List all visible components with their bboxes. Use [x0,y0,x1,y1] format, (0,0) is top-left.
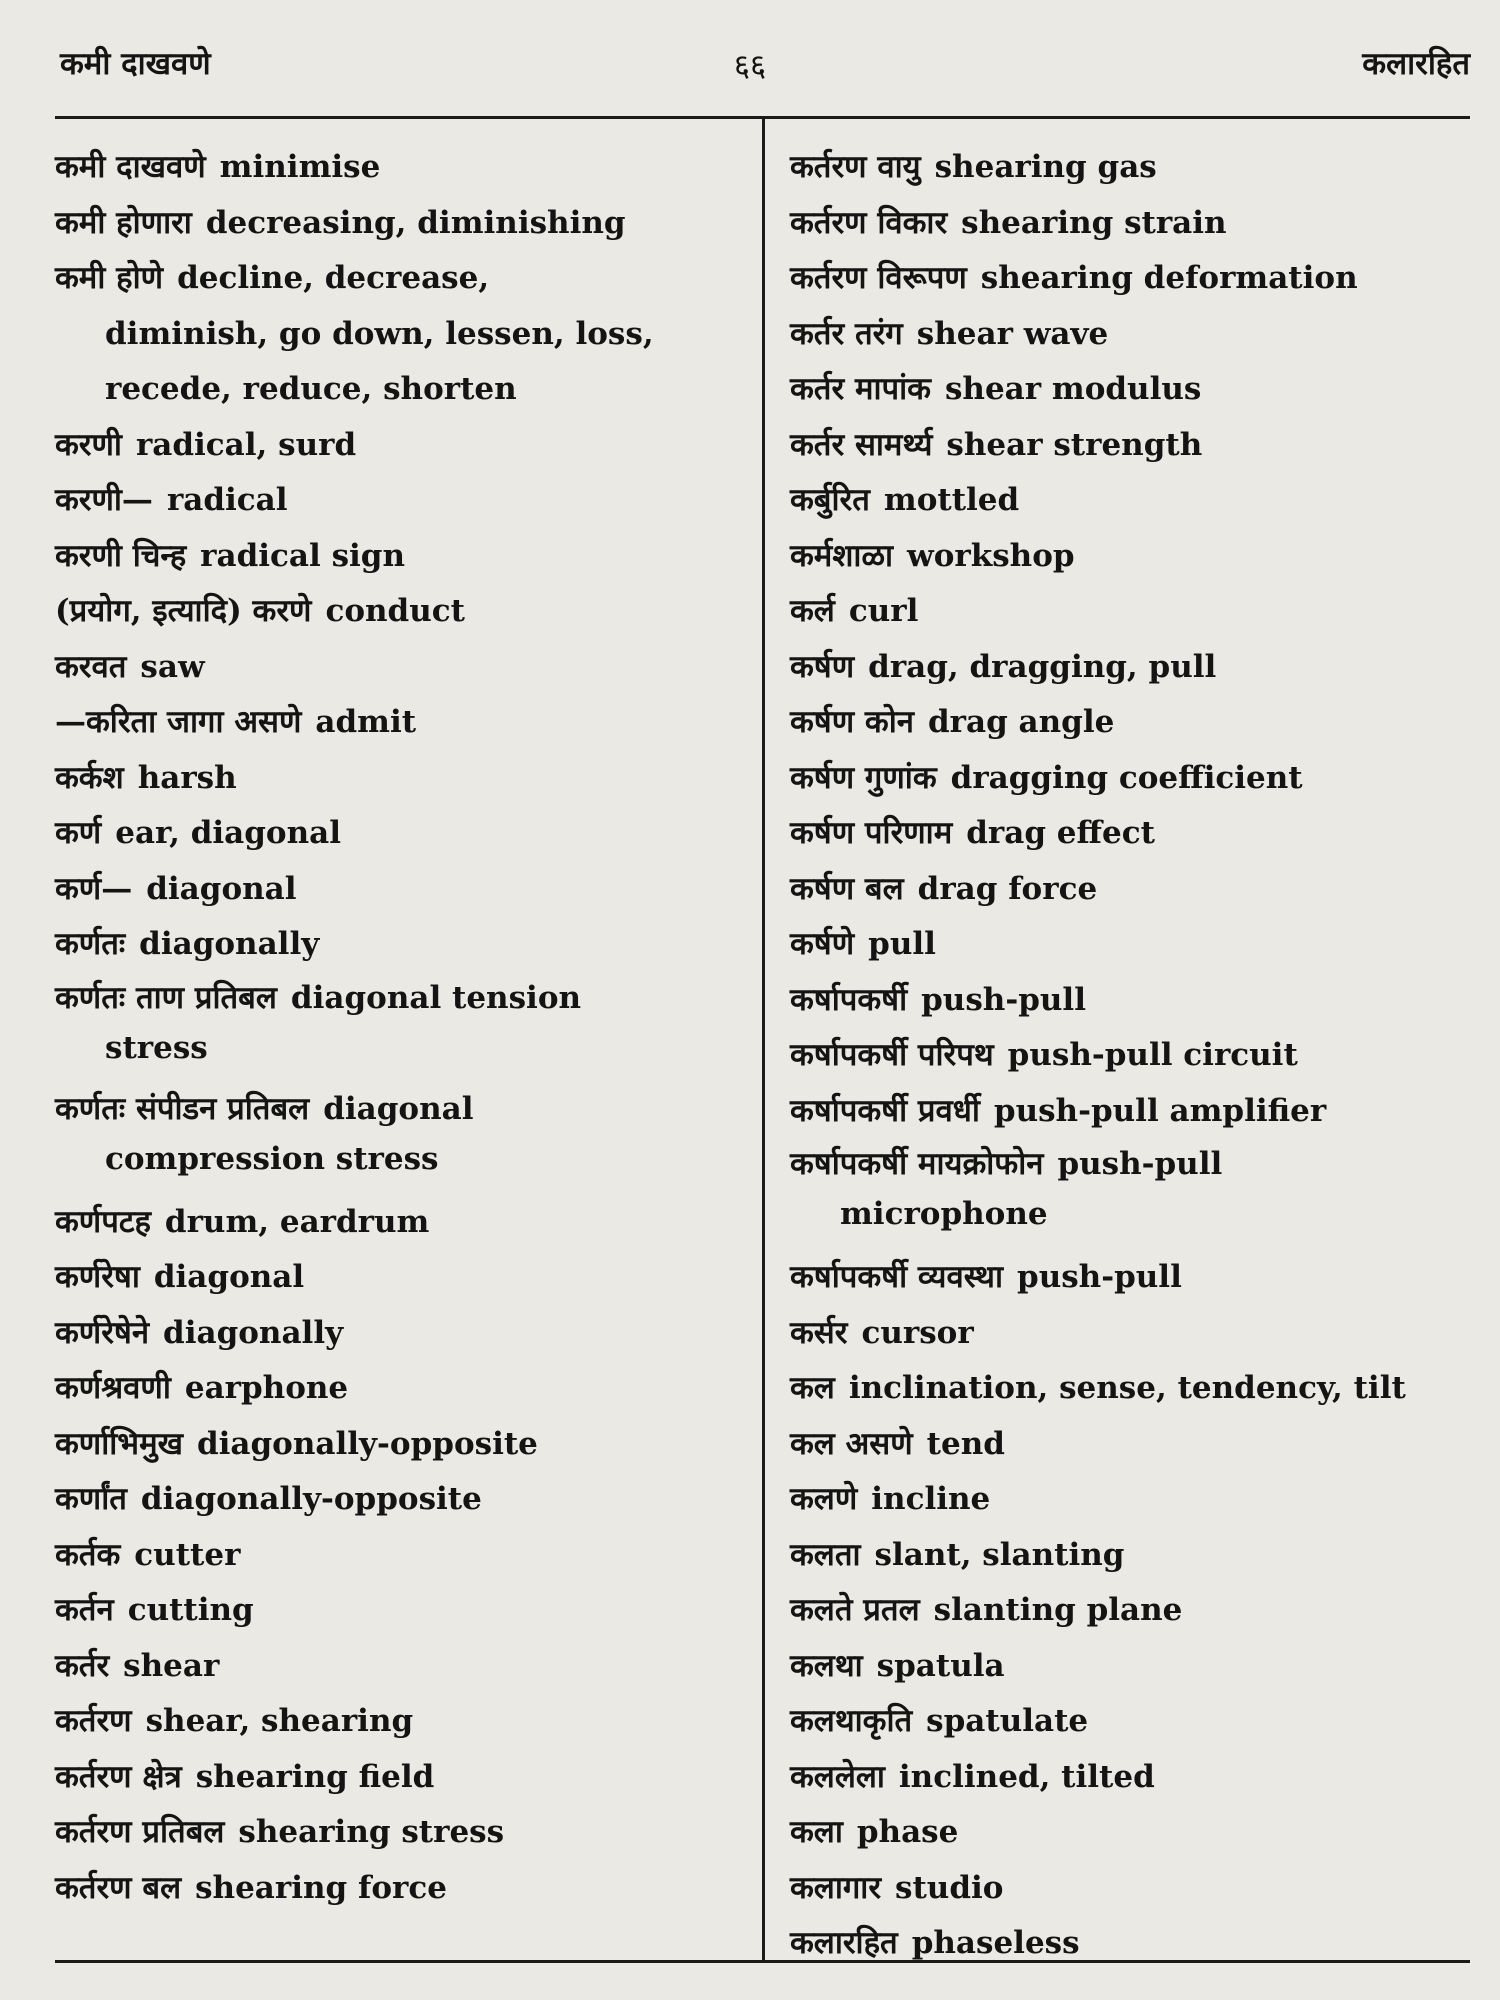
entry-headword: कमी होणे [55,260,164,296]
dictionary-entry [55,806,745,862]
entry-headword: कलते प्रतल [790,1592,920,1628]
entry-headword: कर्षण परिणाम [790,815,953,851]
entry-continuation: recede, reduce, shorten [105,371,517,407]
dictionary-entry [790,418,1480,474]
entry-continuation: stress [105,1029,208,1066]
dictionary-entry [55,640,745,696]
dictionary-entry [55,973,745,1084]
entry-definition: radical sign [200,537,406,574]
entry-definition: shearing gas [934,149,1157,185]
entry-headword: कलणे [790,1481,858,1517]
dictionary-entry [790,1916,1480,1972]
dictionary-entry [55,251,745,362]
entry-headword: (प्रयोग, इत्यादि) करणे [55,593,312,629]
dictionary-entry [790,1028,1480,1084]
entry-definition: conduct [325,593,465,629]
entry-definition: spatula [876,1647,1005,1684]
dictionary-entry [55,1805,745,1861]
entry-definition: inclination, sense, tendency, tilt [848,1370,1406,1406]
dictionary-entry [790,529,1480,585]
dictionary-entry [790,1639,1480,1695]
entry-headword: कलथाकृति [790,1703,913,1739]
column-divider [762,116,765,1960]
entry-headword: कर्बुरित [790,482,870,518]
dictionary-entry [790,695,1480,751]
entry-headword: करवत [55,648,127,685]
entry-definition: dragging coefficient [950,759,1303,796]
dictionary-entry [55,1306,745,1362]
entry-headword: कर्षणे [790,926,855,962]
entry-headword: कर्णरेषेने [55,1314,150,1351]
entry-definition: workshop [907,537,1075,574]
entry-headword: कलारहित [790,1925,898,1961]
entry-definition: shearing force [195,1869,447,1906]
entry-definition: shearing stress [238,1814,505,1850]
entry-headword: कर्णपटह [55,1203,151,1240]
dictionary-entry [55,1084,745,1195]
entry-definition: pull [868,926,936,962]
entry-definition: diagonally [163,1314,344,1351]
entry-headword: कर्णश्रवणी [55,1370,171,1406]
dictionary-entry [55,1861,745,1917]
entry-headword: कर्षापकर्षी [790,981,908,1018]
entry-definition: push-pull [921,981,1086,1018]
entry-headword: कर्षापकर्षी प्रवर्धी [790,1092,980,1129]
entry-headword: कर्तन [55,1592,114,1628]
entry-headword: कमी दाखवणे [55,149,206,185]
dictionary-entry [790,251,1480,307]
entry-definition: phase [856,1814,959,1850]
entry-definition: shear modulus [944,371,1202,407]
dictionary-entry [790,806,1480,862]
entry-definition: cursor [861,1314,974,1351]
entry-headword: कर्तर तरंग [790,315,903,352]
left-column [55,140,745,1916]
entry-definition: drag effect [966,815,1155,851]
entry-definition: radical, surd [135,426,357,463]
entry-headword: कर्तरण क्षेत्र [55,1758,182,1795]
dictionary-entry [790,1861,1480,1917]
dictionary-entry [55,1694,745,1750]
header-right-guideword: कलारहित [1362,46,1470,82]
dictionary-entry [55,1195,745,1251]
dictionary-entry [55,140,745,196]
entry-headword: कर्णरेषा [55,1259,140,1295]
entry-headword: करणी [55,426,122,463]
entry-definition: slanting plane [933,1592,1183,1628]
entry-headword: कर्तर मापांक [790,371,931,407]
entry-headword: कलथा [790,1647,863,1684]
dictionary-entry [55,196,745,252]
header-left-guideword: कमी दाखवणे [60,46,211,82]
page-number: ६६ [733,48,767,84]
dictionary-entry [790,1583,1480,1639]
entry-headword: कर्ल [790,593,835,629]
entry-definition: diagonally-opposite [140,1481,482,1517]
entry-definition: cutting [127,1592,254,1628]
dictionary-entry [790,1250,1480,1306]
dictionary-entry [55,1250,745,1306]
entry-definition: mottled [883,482,1020,518]
entry-definition: diagonally-opposite [196,1425,538,1462]
dictionary-entry [55,473,745,529]
entry-headword: कर्षापकर्षी व्यवस्था [790,1259,1004,1295]
entry-definition: drag force [917,870,1098,907]
entry-definition: shear strength [946,426,1203,463]
entry-headword: कर्तरण वायु [790,149,921,185]
entry-headword: कलागार [790,1869,882,1906]
entry-definition: shear wave [916,315,1109,352]
entry-definition: diagonal [323,1090,474,1127]
dictionary-entry [790,862,1480,918]
entry-definition: diagonal [153,1259,305,1295]
entry-definition: tend [926,1425,1005,1462]
dictionary-entry [790,140,1480,196]
dictionary-entry [790,917,1480,973]
entry-definition: diagonal tension [290,979,582,1016]
dictionary-entry [790,1361,1480,1417]
entry-headword: कल असणे [790,1425,913,1462]
entry-continuation: diminish, go down, lessen, loss, [105,315,654,352]
entry-definition: ear, diagonal [115,815,341,851]
entry-headword: —करिता जागा असणे [55,704,302,740]
entry-definition: diagonally [139,926,320,962]
entry-headword: कर्सर [790,1314,848,1351]
entry-headword: कर्णांत [55,1481,127,1517]
dictionary-entry [55,584,745,640]
entry-definition: shearing deformation [980,260,1358,296]
entry-definition: diagonal [146,870,297,907]
dictionary-entry [55,529,745,585]
entry-headword: कर्णतः ताण प्रतिबल [55,979,277,1016]
entry-headword: कर्णतः [55,926,126,962]
entry-definition: shearing field [195,1758,435,1795]
entry-definition: earphone [184,1370,349,1406]
dictionary-entry [790,1750,1480,1806]
entry-headword: कर्मशाळा [790,537,894,574]
dictionary-entry [790,584,1480,640]
entry-definition: push-pull [1017,1259,1182,1295]
entry-headword: कर्तरण [55,1703,132,1739]
entry-headword: कललेला [790,1758,885,1795]
right-column [790,140,1480,1972]
entry-definition: push-pull amplifier [993,1092,1327,1129]
entry-headword: कर्णाभिमुख [55,1425,183,1462]
entry-headword: कर्ण— [55,870,133,907]
dictionary-entry [790,973,1480,1029]
entry-headword: कर्षण बल [790,870,904,907]
dictionary-entry [55,362,745,418]
dictionary-entry [790,1528,1480,1584]
entry-definition: radical [166,482,288,518]
dictionary-entry [55,1583,745,1639]
entry-definition: curl [848,593,919,629]
entry-headword: कर्कश [55,759,124,796]
entry-definition: spatulate [926,1703,1089,1739]
entry-headword: कर्तरण विरूपण [790,260,967,296]
entry-headword: कर्तरण प्रतिबल [55,1814,225,1850]
dictionary-entry [55,1417,745,1473]
entry-definition: cutter [134,1536,241,1573]
dictionary-entry [55,1750,745,1806]
entry-headword: कर्ण [55,815,102,851]
dictionary-entry [790,196,1480,252]
entry-headword: कर्तर [55,1647,110,1684]
entry-definition: decreasing, diminishing [205,204,626,241]
entry-headword: करणी— [55,482,153,518]
dictionary-entry [55,862,745,918]
entry-definition: drum, eardrum [164,1203,430,1240]
dictionary-entry [790,1417,1480,1473]
dictionary-entry [790,1084,1480,1140]
entry-headword: कर्तरण विकार [790,204,948,241]
entry-headword: कर्षण कोन [790,704,914,740]
dictionary-entry [790,362,1480,418]
entry-definition: drag angle [927,704,1115,740]
dictionary-entry [790,1694,1480,1750]
entry-headword: कर्षण गुणांक [790,759,937,796]
entry-definition: incline [871,1481,991,1517]
entry-definition: slant, slanting [874,1536,1125,1573]
entry-definition: admit [315,704,417,740]
entry-headword: कर्तरण बल [55,1869,182,1906]
dictionary-entry [790,1472,1480,1528]
dictionary-entry [55,418,745,474]
entry-headword: कमी होणारा [55,204,192,241]
entry-headword: कर्षापकर्षी परिपथ [790,1037,994,1073]
dictionary-entry [790,1805,1480,1861]
entry-headword: कल [790,1370,835,1406]
entry-definition: minimise [219,149,381,185]
dictionary-entry [790,473,1480,529]
entry-definition: push-pull [1057,1146,1223,1182]
dictionary-entry [55,1639,745,1695]
dictionary-entry [55,751,745,807]
entry-definition: shear, shearing [145,1703,414,1739]
entry-definition: saw [140,648,205,685]
entry-definition: shearing strain [961,204,1227,241]
entry-definition: push-pull circuit [1007,1037,1298,1073]
dictionary-entry [55,695,745,751]
dictionary-entry [55,1528,745,1584]
entry-definition: decline, decrease, [177,260,490,296]
dictionary-entry [55,1361,745,1417]
entry-definition: shear [123,1647,220,1684]
entry-definition: phaseless [911,1925,1080,1961]
dictionary-entry [790,751,1480,807]
entry-headword: कलता [790,1536,861,1573]
entry-headword: कर्षापकर्षी मायक्रोफोन [790,1146,1044,1182]
dictionary-entry [55,917,745,973]
entry-headword: कर्षण [790,648,855,685]
entry-headword: कर्तर सामर्थ्य [790,426,933,463]
dictionary-entry [790,1139,1480,1250]
entry-definition: harsh [137,759,237,796]
entry-headword: कला [790,1814,843,1850]
entry-definition: inclined, tilted [898,1758,1155,1795]
entry-definition: drag, dragging, pull [868,648,1217,685]
entry-definition: studio [895,1869,1004,1906]
dictionary-entry [790,640,1480,696]
dictionary-entry [790,307,1480,363]
entry-headword: कर्णतः संपीडन प्रतिबल [55,1090,310,1127]
dictionary-entry [55,1472,745,1528]
entry-headword: कर्तक [55,1536,121,1573]
entry-headword: करणी चिन्ह [55,537,187,574]
dictionary-entry [790,1306,1480,1362]
entry-continuation: compression stress [105,1140,439,1177]
entry-continuation: microphone [840,1196,1048,1232]
